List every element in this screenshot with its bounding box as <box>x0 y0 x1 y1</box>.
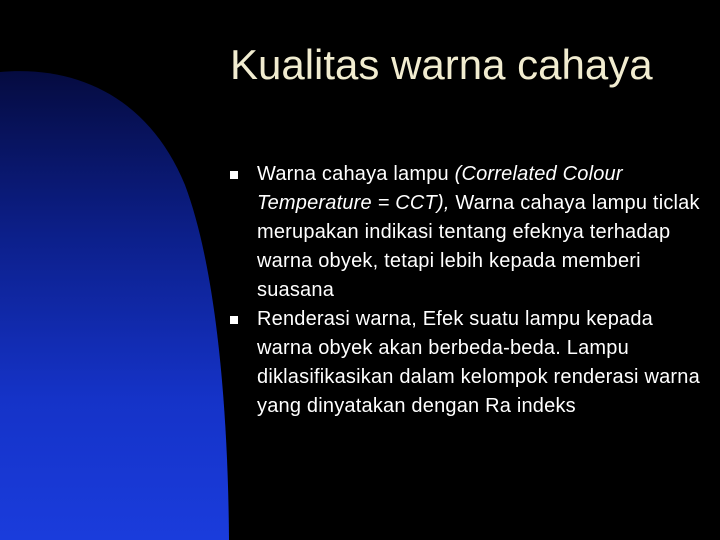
bullet-list <box>230 160 710 421</box>
slide-title: Kualitas warna cahaya <box>230 41 653 88</box>
bullet-text-part: Warna cahaya lampu <box>257 163 455 185</box>
bullet-text <box>257 163 700 301</box>
square-bullet-icon <box>230 171 238 179</box>
bullet-text-part: Renderasi warna, Efek suatu lampu kepada warna obyek akan berbeda-beda. Lampu diklasifikasikan dalam kelompok renderasi warna yang dinyatakan dengan Ra indeks <box>257 308 700 417</box>
bullet-item <box>230 160 710 305</box>
bullet-item <box>230 305 710 421</box>
bullet-text <box>257 308 700 417</box>
bullet-text-part-italic: (Correlated Colour Temperature = CCT), <box>257 163 623 214</box>
square-bullet-icon <box>230 316 238 324</box>
bullet-text-part: Warna cahaya lampu ticlak merupakan indikasi tentang efeknya terhadap warna obyek, tetapi lebih kepada memberi suasana <box>257 192 700 301</box>
